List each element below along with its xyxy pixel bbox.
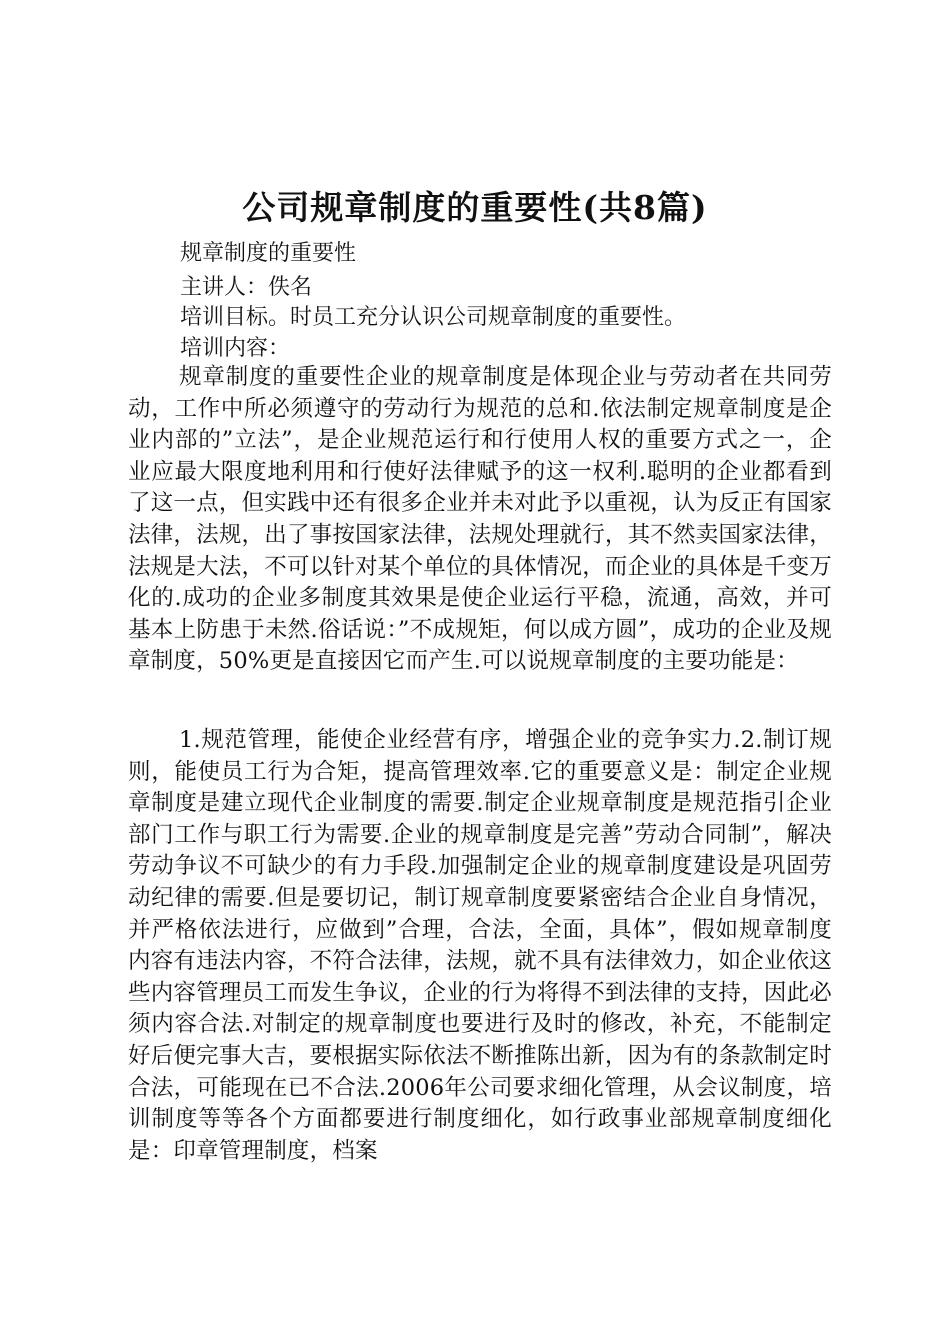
- training-content-label: 培训内容：: [180, 336, 291, 361]
- document-title: 公司规章制度的重要性(共8篇): [242, 188, 708, 227]
- body-paragraph: 1.规范管理，能使企业经营有序，增强企业的竞争实力.2.制订规则，能使员工行为合矩，提高管理效率.它的重要意义是：制定企业规章制度是建立现代企业制度的需要.制定企业规章制度是规范指引企业部门工作与职工行为需要.企业的规章制度是完善”劳动合同制”，解决劳动争议不可缺少的有力手段.加强制定企业的规章制度建设是巩固劳动纪律的需要.但是要切记，制订规章制度要紧密结合企业自身情况，并严格依法进行，应做到”合理，合法，全面，具体”，假如规章制度内容有违法内容，不符合法律，法规，就不具有法律效力，如企业依这些内容管理员工而发生争议，企业的行为将得不到法律的支持，因此必须内容合法.对制定的规章制度也要进行及时的修改，补充，不能制定好后便完事大吉，要根据实际依法不断推陈出新，因为有的条款制定时合法，可能现在已不合法.2006年公司要求细化管理，从会议制度，培训制度等等各个方面都要进行制度细化，如行政事业部规章制度细化是：印章管理制度，档案: [128, 727, 832, 1164]
- body-paragraph: 规章制度的重要性企业的规章制度是体现企业与劳动者在共同劳动，工作中所必须遵守的劳动行为规范的总和.依法制定规章制度是企业内部的”立法”，是企业规范运行和行使用人权的重要方式之一，企业应最大限度地利用和行使好法律赋予的这一权利.聪明的企业都看到了这一点，但实践中还有很多企业并未对此予以重视，认为反正有国家法律，法规，出了事按国家法律，法规处理就行，其不然卖国家法律，法规是大法，不可以针对某个单位的具体情况，而企业的具体是千变万化的.成功的企业多制度其效果是使企业运行平稳，流通，高效，并可基本上防患于未然.俗话说：”不成规矩，何以成方圆”，成功的企业及规章制度，50%更是直接因它而产生.可以说规章制度的主要功能是：: [128, 364, 832, 675]
- section-heading: 规章制度的重要性: [180, 241, 357, 266]
- speaker-line: 主讲人：佚名: [180, 275, 313, 300]
- training-goal-line: 培训目标。时员工充分认识公司规章制度的重要性。: [180, 305, 687, 330]
